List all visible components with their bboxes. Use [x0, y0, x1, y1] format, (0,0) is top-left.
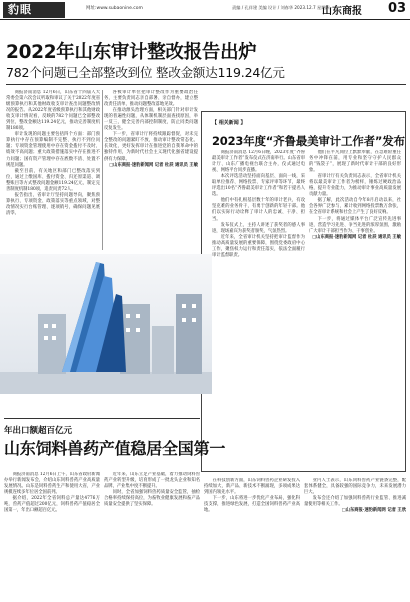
feed-column-3 [204, 478, 300, 600]
feed-paragraph: 在科技创新方面，山东饲料兽药企业研发投入持续加大，新产品、新技术不断涌现，多项成果达到国内领先水平。 [204, 478, 300, 496]
lead-paragraph: 报告指出，省审计厅坚持问题导向，聚焦预算执行、专项资金、政策落实等重点领域，对整改情况实行台账管理、逐项销号，确保问题见底清零。 [6, 192, 100, 216]
related-paragraph: 近年来，全省审计机关坚持把审计监督作为推动高质量发展的重要保障，围绕党委政府中心工作，聚焦权力运行和责任落实，依法全面履行审计监督职责。 [212, 234, 305, 258]
headline-rule [6, 84, 406, 85]
feed-kicker: 年出口额超百亿元 [4, 426, 73, 436]
feed-paragraph: 近年来，山东立足产业基础，着力推动饲料兽药产业转型升级，培育形成了一批龙头企业和知名品牌，产业集中度不断提升。 [104, 472, 200, 490]
lead-column-1 [6, 90, 100, 252]
news-photo [0, 254, 212, 394]
related-paragraph: 他们中有扎根基层数十年的审计老兵，有攻坚克难的业务骨干，有勇于创新的年轻干部。他们以实际行动诠释了审计人的忠诚、干净、担当。 [212, 198, 305, 222]
byline: □山东商报·速豹新闻网 记者 王欣 [341, 508, 406, 514]
lead-paragraph: 各被审计单位把审计整改作为重要政治任务，主要负责同志亲自部署、亲自督办，建立整改责任清单，推动问题整改落地见效。 [104, 90, 198, 108]
editor-meta: 责编 / 孔祥建 美编 设计 / 刘春华 2023.12.7 星期四 [232, 5, 330, 10]
related-column-2 [309, 150, 401, 468]
related-paragraph: 本次评选活动坚持面向基层、面向一线，采取单位推荐、网络投票、专家评审等环节，最终评选出10名“齐鲁最美审计工作者”和若干提名人选。 [212, 174, 305, 198]
lead-paragraph: 商报济南消息 12月6日，山东省十四届人大常委会第六次会议听取和审议了关于2022年度省级预算执行和其他财政收支审计查出问题整改情况的报告。从2022年度省级预算执行和其他财政收支审计情况看，反映的782个问题已全部整改到位，整改金额达119.24亿元，推动完善制度机制180项。 [6, 90, 100, 132]
feed-column-2 [104, 472, 200, 600]
feed-column-4 [304, 478, 406, 600]
website-url: 网址:www.subaonine.com [86, 6, 143, 11]
feed-paragraph: 商报济南消息 12月6日上午，山东省政府新闻办举行新闻发布会，介绍山东饲料兽药产业高质量发展情况。山东是饲料兽药生产和使用大省，产业规模连续多年位居全国前列。 [4, 472, 100, 496]
feed-paragraph: 发布会还介绍了加强饲料兽药行业监管、推进减量使用等相关工作。 [304, 496, 406, 508]
page-number: 03 [388, 1, 407, 16]
related-news-headline: 2023年度“齐鲁最美审计工作者”发布 [212, 134, 405, 148]
related-paragraph: 他们在平凡岗位上默默奉献，在急难险重任务中冲锋在前，用专业和坚守守护人民群众的“钱袋子”，展现了新时代审计干部的良好形象。 [309, 150, 401, 174]
lead-paragraph: 截至目前，有关地区和部门已整改落实到位，通过上缴国库、拨付资金、归还原渠道、调整账目等方式整改问题金额119.24亿元，制定完善制度机制180项，追责问责72人。 [6, 168, 100, 192]
feed-paragraph: 据介绍，2022年全省饲料总产量达4776万吨，兽药产值超过200亿元，饲料兽药产值稳居全国第一，年出口额超百亿元。 [4, 496, 100, 514]
paper-name: 山东商报 [322, 6, 362, 17]
related-news-tag: 【 相关新闻 】 [212, 120, 246, 126]
lead-paragraph: 下一步，省审计厅将持续跟踪督促，对未完全整改的问题紧盯不放，推动审计整改常态化、长效化，更好发挥审计在推进党的自我革命中的独特作用，为新时代社会主义现代化强省建设提供有力保障。 [104, 132, 198, 162]
related-paragraph: 下一步，将通过媒体平台广泛宣传先进事迹，营造学习先进、争当先进的浓厚氛围，激励广大审计干部担当作为、干事创业。 [309, 216, 401, 234]
feed-column-1 [4, 472, 100, 600]
feed-paragraph: 同时，全省加强饲料兽药质量安全监管，抽检合格率持续保持高位，为畜牧业健康发展和畜产品质量安全提供了坚实保障。 [104, 490, 200, 508]
lead-column-2 [104, 90, 198, 252]
related-paragraph: 省审计厅有关负责同志表示，全省审计机关将以最美审计工作者为榜样，锤炼过硬政治品格，提升专业能力，为推动审计事业高质量发展贡献力量。 [309, 174, 401, 198]
lead-paragraph: 审计发现的问题主要包括四个方面：部门预算执行中存在预算编制不完整、执行不到位问题；专项资金管理使用中存在资金拨付不及时、绩效不高问题；重大政策措施落实中存在推进不力问题；国有资产管理中存在底数不清、处置不规范问题。 [6, 132, 100, 168]
page-header [0, 0, 410, 20]
related-paragraph: 据了解，此次活动自今年8月启动以来，社会各界广泛参与，累计收到网络投票数万余张，在全省审计系统和社会上产生了良好反响。 [309, 198, 401, 216]
byline: □山东商报·速豹新闻网 记者 杜辰 通讯员 王敏 [109, 162, 198, 168]
feed-headline: 山东饲料兽药产值稳居全国第一 [4, 439, 226, 458]
lead-headline: 2022年山东审计整改报告出炉 [6, 42, 257, 63]
column-divider [102, 90, 103, 250]
feed-paragraph: 下一步，山东将进一步优化产业布局，强化科技支撑，推进绿色发展，打造全国饲料兽药产业高地。 [204, 496, 300, 514]
photo-illustration [0, 254, 212, 394]
related-column-1 [212, 150, 305, 468]
section-logo: 豹眼 [3, 2, 65, 18]
byline: □山东商报·速豹新闻网 记者 杜辰 通讯员 王敏 [312, 234, 401, 240]
lead-subheadline: 782个问题已全部整改到位 整改金额达119.24亿元 [6, 65, 285, 80]
section-rule [4, 418, 200, 419]
lead-paragraph: 在推动源头治理方面，相关部门针对审计发现的普遍性问题，从体制机制层面查找原因，举一反三，健全完善内部控制制度，防止同类问题反复发生。 [104, 108, 198, 132]
feed-paragraph: 业内人士表示，山东饲料兽药产业链条完整，配套体系健全，具备较强的国际竞争力，未来发展潜力巨大。 [304, 478, 406, 496]
related-paragraph: 商报济南消息 12月6日晚，2023年度“齐鲁最美审计工作者”发布仪式在济南举行。山东省审计厅、山东广播电视台联合主办，仪式通过电视、网络平台同步直播。 [212, 150, 305, 174]
related-paragraph: 发布仪式上，主持人讲述了获奖者的感人事迹，现场嘉宾为获奖者颁奖，气氛热烈。 [212, 222, 305, 234]
